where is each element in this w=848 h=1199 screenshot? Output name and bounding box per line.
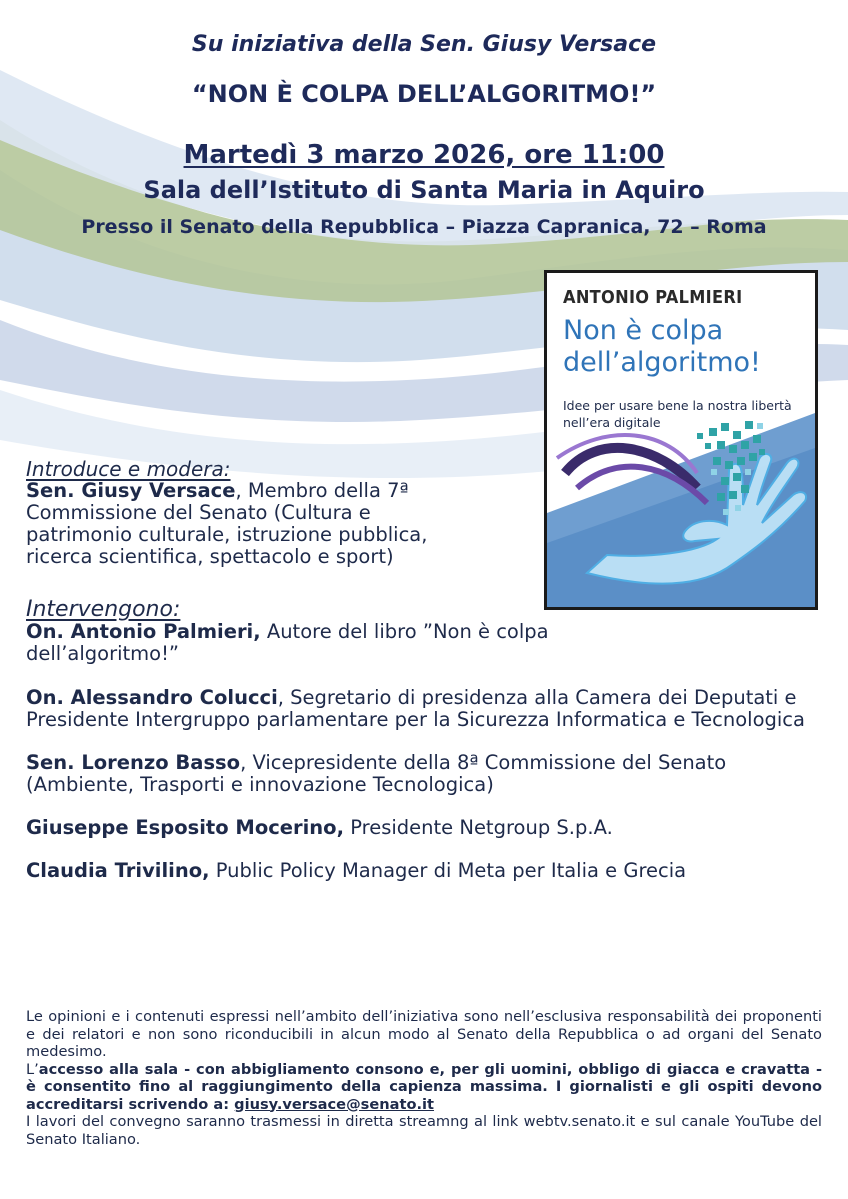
book-subtitle-line-1: Idee per usare bene la nostra libertà [563, 398, 792, 413]
book-title-line-1: Non è colpa [563, 315, 724, 346]
event-address: Presso il Senato della Repubblica – Piazza Capranica, 72 – Roma [81, 216, 767, 238]
speaker-name: Sen. Lorenzo Basso [26, 751, 241, 774]
footer-notes [26, 1008, 822, 1148]
speaker-entry [26, 860, 826, 882]
event-venue: Sala dell’Istituto di Santa Maria in Aquiro [143, 176, 705, 204]
moderator-name: Sen. Giusy Versace [26, 479, 236, 502]
moderator-entry [26, 480, 536, 502]
disclaimer-text: Le opinioni e i contenuti espressi nell’ambito dell’iniziativa sono nell’esclusiva responsabilità dei proponenti e dei relatori e non sono riconducibili in alcun modo al Senato della Repubblica o ad organi del Senato medesimo. [26, 1008, 822, 1060]
speaker-entry [26, 752, 826, 796]
speaker-entry [26, 687, 826, 731]
speakers-section [26, 599, 826, 882]
moderator-section [26, 458, 536, 568]
speaker-role: Autore del libro ”Non è colpa dell’algoritmo!” [26, 620, 549, 665]
streaming-text: I lavori del convegno saranno trasmessi in diretta streamng al link webtv.senato.it e sul canale YouTube del Senato Italiano. [26, 1113, 822, 1148]
speaker-role: Presidente Netgroup S.p.A. [344, 816, 613, 839]
book-title [563, 315, 761, 379]
access-notice [26, 1061, 822, 1114]
speaker-entry [26, 621, 706, 665]
moderator-role-line-2: Commissione del Senato (Cultura e [26, 501, 371, 524]
book-author: ANTONIO PALMIERI [563, 287, 743, 308]
speaker-role: , Vicepresidente della 8ª Commissione del Senato (Ambiente, Trasporti e innovazione Tecnologica) [26, 751, 727, 796]
speakers-label: Intervengono: [26, 597, 181, 622]
speaker-name: On. Antonio Palmieri, [26, 620, 261, 643]
book-subtitle [563, 397, 792, 431]
initiative-line: Su iniziativa della Sen. Giusy Versace [191, 32, 657, 57]
book-title-line-2: dell’algoritmo! [563, 347, 761, 378]
event-date: Martedì 3 marzo 2026, ore 11:00 [183, 140, 665, 170]
speaker-role: , Segretario di presidenza alla Camera dei Deputati e Presidente Intergruppo parlamentare per la Sicurezza Informatica e Tecnologica [26, 686, 805, 731]
moderator-role-line-1: , Membro della 7ª [235, 479, 409, 502]
moderator-role-line-4: ricerca scientifica, spettacolo e sport) [26, 545, 394, 568]
speaker-name: On. Alessandro Colucci [26, 686, 278, 709]
book-subtitle-line-2: nell’era digitale [563, 415, 661, 430]
moderator-label: Introduce e modera: [26, 457, 231, 481]
moderator-role-line-3: patrimonio culturale, istruzione pubblica, [26, 523, 428, 546]
program-content [26, 458, 826, 882]
access-text: accesso alla sala - con abbigliamento consono e, per gli uomini, obbligo di giacca e cravatta - è consentito fino al raggiungimento della capienza massima. I giornalisti e gli ospiti devono accreditarsi scrivendo a: [26, 1060, 822, 1113]
speaker-role: Public Policy Manager di Meta per Italia e Grecia [209, 859, 687, 882]
speaker-entry [26, 817, 826, 839]
speaker-name: Giuseppe Esposito Mocerino, [26, 816, 344, 839]
email-link[interactable]: giusy.versace@senato.it [234, 1095, 435, 1113]
event-title: “NON È COLPA DELL’ALGORITMO!” [191, 80, 657, 108]
speaker-name: Claudia Trivilino, [26, 859, 210, 882]
access-prefix: L’ [26, 1060, 39, 1078]
